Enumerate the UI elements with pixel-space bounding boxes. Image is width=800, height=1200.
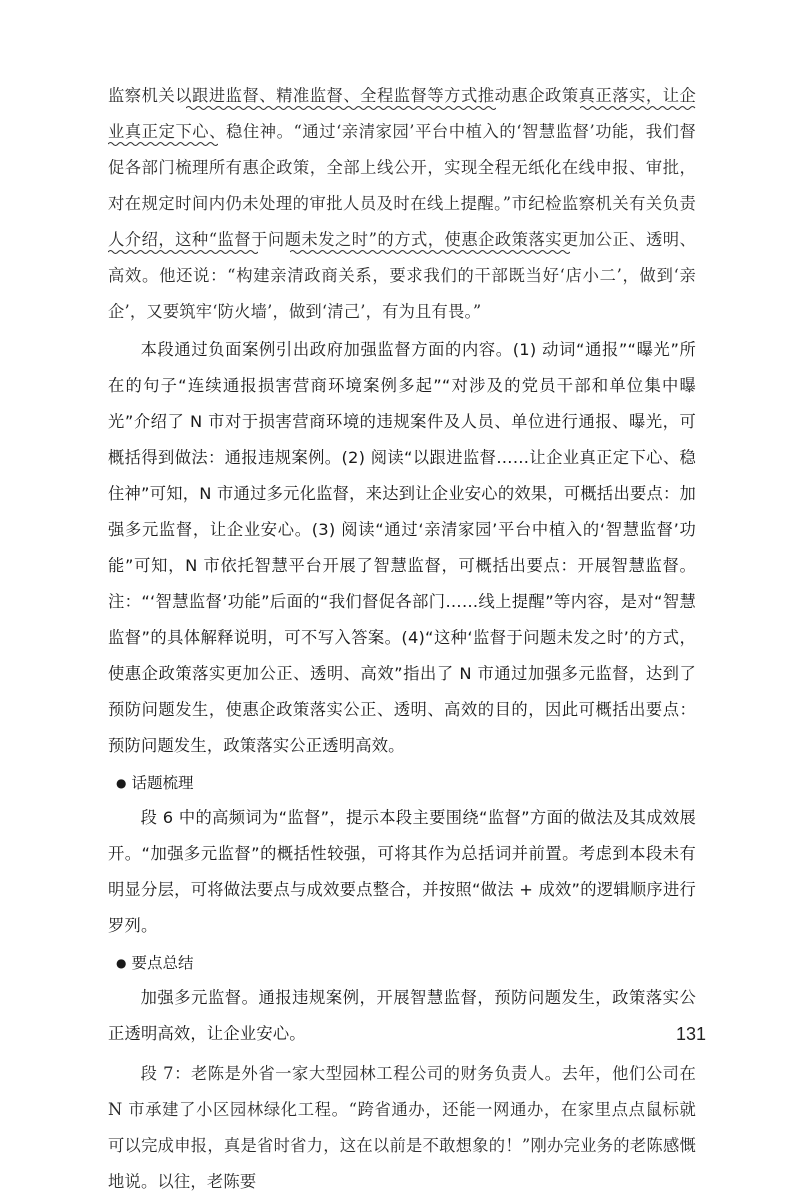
wavy-underline bbox=[108, 249, 258, 255]
topic-heading-label: 话题梳理 bbox=[131, 774, 194, 792]
wavy-underline bbox=[580, 105, 696, 111]
wavy-underline bbox=[186, 105, 496, 111]
quoted-source-paragraph: 监察机关以跟进监督、精准监督、全程监督等方式推动惠企政策真正落实，让企业真正定下心、稳住神。“通过‘亲清家园’平台中植入的‘智慧监督’功能，我们督促各部门梳理所有惠企政策，全部上线公开，实现全程无纸化在线申报、审批，对在规定时间内仍未处理的审批人员及时在线上提醒。”市纪检监察机关有关负责人介绍，这种“监督于问题未发之时”的方式，使惠企政策落实更加公正、透明、高效。他还说：“构建亲清政商关系，要求我们的干部既当好‘店小二’，做到‘亲企’，又要筑牢‘防火墙’，做到‘清己’，有为且有畏。” bbox=[108, 86, 696, 321]
bullet-icon: ● bbox=[116, 956, 127, 970]
topic-heading bbox=[116, 766, 696, 800]
wavy-underline bbox=[290, 249, 570, 255]
bullet-icon: ● bbox=[116, 776, 127, 790]
summary-heading-label: 要点总结 bbox=[131, 954, 194, 972]
topic-paragraph: 段 6 中的高频词为“监督”，提示本段主要围绕“监督”方面的做法及其成效展开。“加强多元监督”的概括性较强，可将其作为总括词并前置。考虑到本段未有明显分层，可将做法要点与成效要点整合，并按照“做法 + 成效”的逻辑顺序进行罗列。 bbox=[108, 808, 696, 935]
summary-heading bbox=[116, 946, 696, 980]
summary-paragraph: 加强多元监督。通报违规案例，开展智慧监督，预防问题发生，政策落实公正透明高效，让企业安心。 bbox=[108, 988, 696, 1043]
analysis-paragraph: 本段通过负面案例引出政府加强监督方面的内容。(1) 动词“通报”“曝光”所在的句子“连续通报损害营商环境案例多起”“对涉及的党员干部和单位集中曝光”介绍了 N 市对于损害营商环境的违规案件及人员、单位进行通报、曝光，可概括得到做法：通报违规案例。(2) 阅读“以跟进监督……让企业真正定下心、稳住神”可知，N 市通过多元化监督，来达到让企业安心的效果，可概括出要点：加强多元监督，让企业安心。(3) 阅读“通过‘亲清家园’平台中植入的‘智慧监督’功能”可知，N 市依托智慧平台开展了智慧监督，可概括出要点：开展智慧监督。注：“‘智慧监督’功能”后面的“我们督促各部门……线上提醒”等内容，是对“智慧监督”的具体解释说明，可不写入答案。(4)“这种‘监督于问题未发之时’的方式，使惠企政策落实更加公正、透明、高效”指出了 N 市通过加强多元监督，达到了预防问题发生，使惠企政策落实公正、透明、高效的目的，因此可概括出要点：预防问题发生，政策落实公正透明高效。 bbox=[108, 340, 696, 755]
wavy-underline bbox=[108, 141, 218, 147]
page-content bbox=[108, 78, 696, 1200]
page-number: 131 bbox=[676, 1024, 707, 1044]
next-source-paragraph: 段 7：老陈是外省一家大型园林工程公司的财务负责人。去年，他们公司在 N 市承建了小区园林绿化工程。“跨省通办，还能一网通办，在家里点点鼠标就可以完成申报，真是省时省力，这在以前是不敢想象的！”刚办完业务的老陈感慨地说。以往，老陈要 bbox=[108, 1064, 696, 1191]
